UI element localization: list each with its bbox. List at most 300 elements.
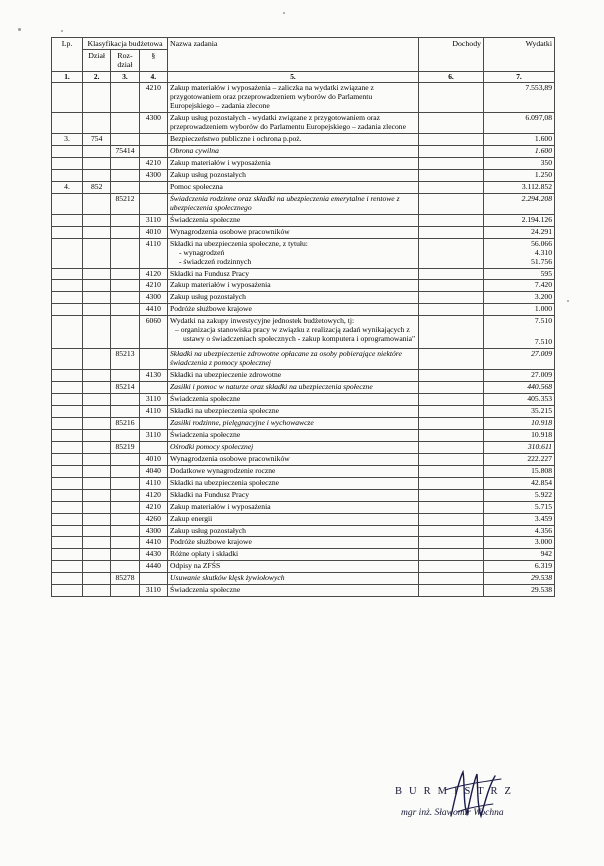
colnum-3: 3. [111,71,139,83]
cell-rozdzial [111,83,139,113]
cell-lp [52,370,83,382]
amount-text: 942 [540,549,552,559]
colnum-2: 2. [83,71,111,83]
table-row [52,181,555,193]
cell-wydatki [484,394,555,406]
table-row [52,549,555,561]
cell-dochody [419,549,484,561]
cell-lp [52,489,83,501]
cell-paragraf [139,382,167,394]
amount-text: 3.200 [534,292,552,302]
cell-rozdzial [111,157,139,169]
cell-dzial [83,429,111,441]
cell-paragraf [139,193,167,214]
cell-paragraf: 4110 [139,238,167,268]
cell-nazwa-zadania [168,441,419,453]
table-row [52,193,555,214]
cell-wydatki [484,370,555,382]
cell-dzial [83,465,111,477]
amount-subtext: 4.310 [534,247,552,257]
cell-paragraf: 3110 [139,429,167,441]
cell-paragraf [139,573,167,585]
signature-name: mgr inż. Sławomir Wochna [401,808,504,818]
amount-text: 3.000 [534,537,552,547]
cell-lp [52,405,83,417]
table-row [52,370,555,382]
cell-nazwa-zadania [168,465,419,477]
cell-dochody [419,304,484,316]
task-subitem: - wynagrodzeń [179,247,225,257]
budget-table-container [51,37,555,597]
cell-dzial [83,304,111,316]
cell-wydatki [484,537,555,549]
table-row [52,537,555,549]
cell-dochody [419,453,484,465]
cell-paragraf: 4210 [139,501,167,513]
cell-wydatki [484,501,555,513]
cell-wydatki [484,417,555,429]
cell-lp [52,561,83,573]
task-subitem: - świadczeń rodzinnych [179,256,252,266]
cell-wydatki [484,453,555,465]
cell-rozdzial [111,549,139,561]
amount-text: 222.227 [527,453,552,463]
cell-rozdzial [111,429,139,441]
cell-dochody [419,585,484,597]
budget-table [51,37,555,597]
cell-lp [52,349,83,370]
scan-speck [61,30,63,32]
cell-rozdzial [111,405,139,417]
table-row [52,561,555,573]
cell-dzial [83,292,111,304]
cell-nazwa-zadania [168,513,419,525]
amount-text: 1.250 [534,169,552,179]
table-row [52,280,555,292]
table-row [52,573,555,585]
cell-paragraf: 4210 [139,280,167,292]
cell-paragraf [139,146,167,158]
task-name-text: Zakup materiałów i wyposażenia – zaliczka na wydatki związane z przygotowaniem oraz przeprowadzeniem wyborów do Parlamentu Europejskiego – zadania zlecone [170,83,374,111]
cell-dochody [419,214,484,226]
amount-text: 10.918 [531,429,552,439]
amount-text: 595 [540,268,552,278]
task-name-text: Składki na ubezpieczenia społeczne [170,405,280,415]
cell-nazwa-zadania [168,316,419,349]
amount-text: 10.918 [531,417,552,427]
cell-paragraf: 4410 [139,537,167,549]
cell-dzial [83,417,111,429]
cell-lp [52,394,83,406]
cell-wydatki [484,382,555,394]
cell-dochody [419,489,484,501]
cell-paragraf: 3110 [139,394,167,406]
cell-paragraf [139,441,167,453]
cell-nazwa-zadania [168,394,419,406]
cell-dochody [419,157,484,169]
cell-nazwa-zadania [168,573,419,585]
cell-nazwa-zadania [168,417,419,429]
cell-lp [52,513,83,525]
cell-rozdzial [111,280,139,292]
cell-rozdzial [111,525,139,537]
task-name-text: Zakup usług pozostałych [170,525,246,535]
cell-nazwa-zadania [168,370,419,382]
cell-dzial: 852 [83,181,111,193]
cell-paragraf: 4110 [139,477,167,489]
cell-lp [52,193,83,214]
amount-text: 310.611 [527,441,552,451]
cell-lp [52,304,83,316]
cell-wydatki [484,429,555,441]
cell-rozdzial: 85216 [111,417,139,429]
cell-lp [52,453,83,465]
table-row [52,382,555,394]
amount-text: 2.294.208 [521,193,552,203]
table-row [52,316,555,349]
amount-text: 56.066 [531,238,552,248]
cell-paragraf: 4120 [139,268,167,280]
cell-wydatki [484,489,555,501]
amount-text: 350 [540,157,552,167]
table-row [52,238,555,268]
cell-dochody [419,441,484,453]
cell-wydatki [484,465,555,477]
cell-dochody [419,113,484,134]
table-row [52,292,555,304]
task-name-text: Pomoc społeczna [170,181,223,191]
cell-dzial: 754 [83,134,111,146]
cell-paragraf [139,417,167,429]
amount-text: 440.568 [527,382,552,392]
cell-nazwa-zadania [168,113,419,134]
header-lp: Lp. [52,38,83,72]
cell-nazwa-zadania [168,83,419,113]
cell-rozdzial [111,292,139,304]
cell-dzial [83,83,111,113]
cell-dzial [83,561,111,573]
cell-paragraf: 4410 [139,304,167,316]
colnum-6: 6. [419,71,484,83]
task-name-text: Świadczenia społeczne [170,429,241,439]
cell-paragraf: 4300 [139,292,167,304]
cell-paragraf: 4210 [139,157,167,169]
task-name-text: Składki na ubezpieczenie zdrowotne [170,370,282,380]
table-row [52,169,555,181]
header-klasyfikacja: Klasyfikacja budżetowa [83,38,168,50]
amount-text: 42.854 [531,477,552,487]
task-name-text: Obrona cywilna [170,146,219,156]
cell-dzial [83,280,111,292]
amount-text: 3.459 [534,513,552,523]
colnum-4: 4. [139,71,167,83]
cell-lp [52,549,83,561]
cell-rozdzial: 85213 [111,349,139,370]
cell-paragraf: 4010 [139,226,167,238]
signature-block [395,786,595,818]
task-name-text: Usuwanie skutków klęsk żywiołowych [170,573,285,583]
cell-dzial [83,585,111,597]
cell-nazwa-zadania [168,157,419,169]
cell-lp [52,441,83,453]
cell-lp [52,429,83,441]
cell-dzial [83,268,111,280]
cell-dzial [83,501,111,513]
cell-lp [52,316,83,349]
task-name-text: Składki na Fundusz Pracy [170,268,250,278]
cell-rozdzial: 85219 [111,441,139,453]
cell-nazwa-zadania [168,214,419,226]
table-row [52,453,555,465]
cell-wydatki [484,292,555,304]
task-name-text: Wynagrodzenia osobowe pracowników [170,226,290,236]
cell-dochody [419,226,484,238]
cell-dzial [83,113,111,134]
cell-dzial [83,477,111,489]
table-row [52,304,555,316]
cell-wydatki [484,573,555,585]
cell-wydatki [484,181,555,193]
table-row [52,226,555,238]
amount-text: 1.600 [534,134,552,144]
cell-rozdzial [111,226,139,238]
amount-text: 5.715 [534,501,552,511]
task-name-text: Składki na ubezpieczenie zdrowotne opłacane za osoby pobierające niektóre świadczenia z pomocy społecznej [170,349,402,368]
cell-dochody [419,193,484,214]
cell-rozdzial [111,268,139,280]
amount-text: 6.097,08 [525,113,552,123]
cell-dzial [83,394,111,406]
task-name-text: Zasiłki rodzinne, pielęgnacyjne i wychowawcze [170,417,314,427]
cell-wydatki [484,477,555,489]
cell-wydatki [484,134,555,146]
cell-rozdzial: 85278 [111,573,139,585]
header-nazwa-zadania: Nazwa zadania [168,38,419,72]
cell-paragraf [139,349,167,370]
cell-paragraf: 4110 [139,405,167,417]
cell-dzial [83,382,111,394]
signature-title: B U R M I S T R Z [395,786,514,797]
cell-lp [52,525,83,537]
task-name-text: Świadczenia rodzinne oraz składki na ubezpieczenia emerytalne i rentowe z ubezpieczenia społecznego [170,193,400,212]
task-name-text: Odpisy na ZFŚS [170,561,221,571]
table-header [52,38,555,83]
cell-paragraf [139,134,167,146]
cell-nazwa-zadania [168,477,419,489]
table-row [52,441,555,453]
scan-speck [567,300,569,302]
cell-dzial [83,349,111,370]
amount-text: 15.808 [531,465,552,475]
table-column-numbers-row [52,71,555,83]
cell-wydatki [484,349,555,370]
cell-paragraf: 3110 [139,585,167,597]
task-name-text: Zakup usług pozostałych [170,292,246,302]
cell-rozdzial [111,537,139,549]
amount-text: 7.420 [534,280,552,290]
table-row [52,501,555,513]
cell-paragraf [139,181,167,193]
cell-nazwa-zadania [168,238,419,268]
cell-dzial [83,405,111,417]
cell-nazwa-zadania [168,349,419,370]
table-row [52,585,555,597]
task-name-text: Składki na ubezpieczenia społeczne [170,477,280,487]
cell-rozdzial [111,370,139,382]
cell-dochody [419,370,484,382]
cell-lp [52,113,83,134]
cell-paragraf: 4300 [139,113,167,134]
cell-rozdzial: 75414 [111,146,139,158]
cell-nazwa-zadania [168,453,419,465]
colnum-1: 1. [52,71,83,83]
table-row [52,513,555,525]
cell-dochody [419,573,484,585]
cell-lp [52,573,83,585]
cell-lp [52,585,83,597]
cell-dzial [83,316,111,349]
cell-rozdzial [111,477,139,489]
cell-dochody [419,134,484,146]
amount-text: 1.600 [534,146,552,156]
cell-wydatki [484,268,555,280]
cell-nazwa-zadania [168,549,419,561]
task-name-text: Ośrodki pomocy społecznej [170,441,254,451]
cell-dzial [83,453,111,465]
cell-nazwa-zadania [168,193,419,214]
amount-text: 5.922 [534,489,552,499]
cell-nazwa-zadania [168,405,419,417]
cell-rozdzial [111,394,139,406]
amount-text: 1.000 [534,304,552,314]
cell-dzial [83,549,111,561]
cell-rozdzial [111,453,139,465]
cell-dzial [83,146,111,158]
cell-nazwa-zadania [168,268,419,280]
cell-wydatki [484,193,555,214]
cell-lp [52,382,83,394]
cell-nazwa-zadania [168,537,419,549]
colnum-7: 7. [484,71,555,83]
task-name-text: Bezpieczeństwo publiczne i ochrona p.poż. [170,134,302,144]
cell-lp [52,238,83,268]
header-dzial: Dział [83,50,111,71]
cell-dochody [419,537,484,549]
cell-wydatki [484,513,555,525]
cell-wydatki [484,238,555,268]
cell-lp [52,501,83,513]
cell-dochody [419,268,484,280]
cell-nazwa-zadania [168,280,419,292]
task-name-text: Zasiłki i pomoc w naturze oraz składki na ubezpieczenia społeczne [170,382,373,392]
task-name-text: Świadczenia społeczne [170,214,241,224]
amount-text: 2.194.126 [521,214,552,224]
cell-lp [52,417,83,429]
cell-lp [52,226,83,238]
cell-dzial [83,441,111,453]
amount-text: 27.009 [531,370,552,380]
cell-dzial [83,537,111,549]
amount-text: 405.353 [527,394,552,404]
cell-lp [52,157,83,169]
colnum-5: 5. [168,71,419,83]
amount-subtext: 51.756 [531,256,552,266]
cell-dochody [419,382,484,394]
cell-paragraf: 4300 [139,169,167,181]
cell-paragraf: 4440 [139,561,167,573]
cell-wydatki [484,525,555,537]
cell-dzial [83,573,111,585]
table-row [52,417,555,429]
table-row [52,394,555,406]
cell-lp [52,169,83,181]
cell-dzial [83,525,111,537]
header-dochody: Dochody [419,38,484,72]
cell-dzial [83,193,111,214]
cell-nazwa-zadania [168,134,419,146]
cell-nazwa-zadania [168,292,419,304]
scan-speck [18,28,21,31]
cell-dochody [419,238,484,268]
cell-dochody [419,280,484,292]
task-name-text: Zakup materiałów i wyposażenia [170,157,271,167]
cell-rozdzial [111,238,139,268]
cell-rozdzial [111,304,139,316]
cell-dzial [83,513,111,525]
cell-paragraf: 4300 [139,525,167,537]
task-name-text: Dodatkowe wynagrodzenie roczne [170,465,276,475]
header-paragraf: § [139,50,167,71]
cell-dochody [419,181,484,193]
cell-dochody [419,477,484,489]
cell-wydatki [484,561,555,573]
cell-dzial [83,214,111,226]
cell-rozdzial [111,513,139,525]
cell-wydatki [484,441,555,453]
cell-dochody [419,525,484,537]
cell-rozdzial [111,501,139,513]
cell-rozdzial [111,489,139,501]
cell-lp: 4. [52,181,83,193]
task-name-text: Zakup energii [170,513,213,523]
table-row [52,113,555,134]
task-name-text: Składki na Fundusz Pracy [170,489,250,499]
cell-nazwa-zadania [168,304,419,316]
amount-text: 7.553,89 [525,83,552,93]
amount-text: 27.009 [531,349,552,359]
cell-dochody [419,349,484,370]
cell-wydatki [484,316,555,349]
task-name-text: Świadczenia społeczne [170,585,241,595]
table-row [52,83,555,113]
task-name-text: Zakup materiałów i wyposażenia [170,501,271,511]
table-row [52,214,555,226]
cell-dzial [83,169,111,181]
task-name-text: Zakup materiałów i wyposażenia [170,280,271,290]
cell-nazwa-zadania [168,501,419,513]
cell-rozdzial [111,465,139,477]
cell-wydatki [484,280,555,292]
amount-text: 7.510 [534,316,552,326]
cell-dochody [419,561,484,573]
task-name-text: Podróże służbowe krajowe [170,537,252,547]
task-name-text: Podróże służbowe krajowe [170,304,252,314]
header-rozdzial: Roz-dział [111,50,139,71]
cell-wydatki [484,549,555,561]
scan-speck [283,12,285,14]
cell-dochody [419,316,484,349]
cell-nazwa-zadania [168,181,419,193]
